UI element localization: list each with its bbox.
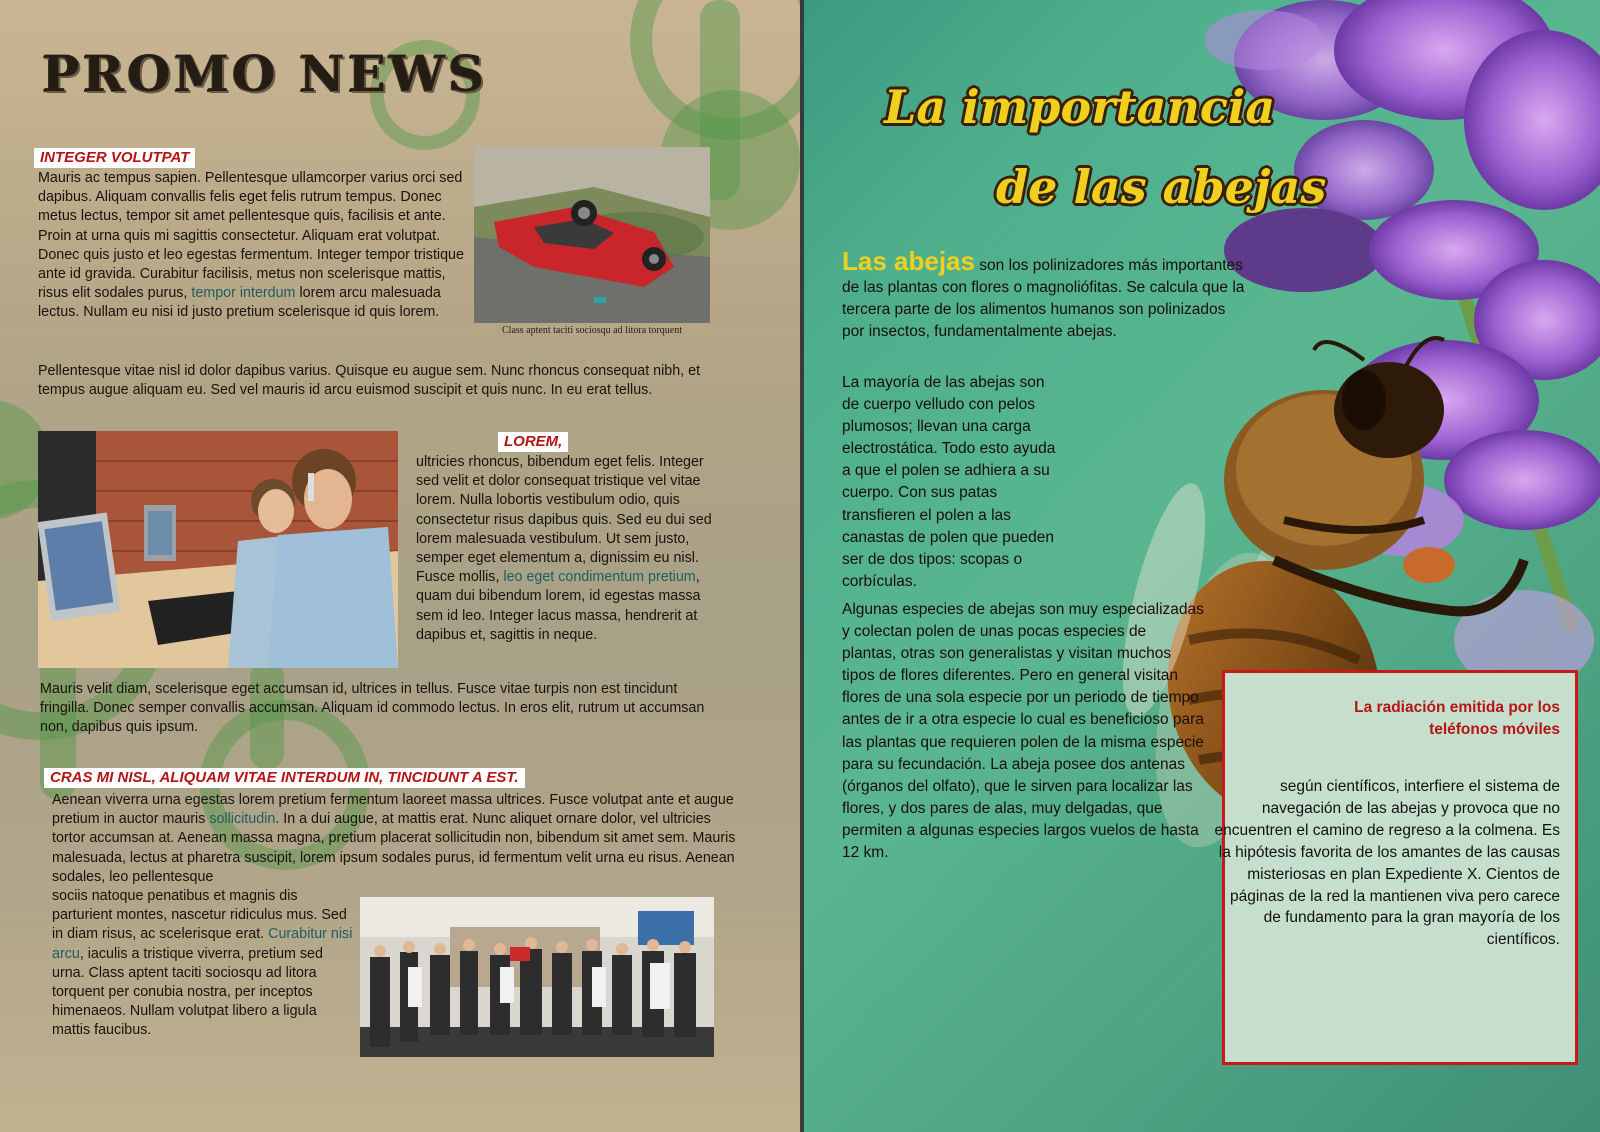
sidebar-title: La radiación emitida por los teléfonos móviles (1354, 699, 1560, 738)
section1-paragraph-2: Pellentesque vitae nisl id dolor dapibus varius. Quisque eu augue sem. Nunc rhoncus consequat nibh, et tempus augue aliquam eu. Sed vel mauris id arcu euismod suscipit et quis nunc. In eu erat tellus. (38, 363, 701, 399)
section2-link[interactable]: leo eget condimentum pretium (503, 569, 696, 586)
section3-link-1[interactable]: sollicitudin (209, 811, 276, 828)
group-photo (360, 897, 714, 1057)
article-title-line-1: La importancia (884, 80, 1276, 134)
section1-paragraph-1: Mauris ac tempus sapien. Pellentesque ullamcorper varius orci sed dapibus. Aliquam convallis felis eget felis rutrum tempus. Donec metus lectus, tempor sit amet pellentesque quis, facilisis et ante. Proin at urna quis mi sagittis consectetur. Aliquam erat volutpat. Donec quis justo et leo egestas fermentum. Integer tempor tristique ante id gravida. Curabitur facilisis, metus non scelerisque mattis, risus elit sodales purus, tempor interdum lorem arcu malesuada lectus. Nullam eu nisi id justo pretium scelerisque id quis lorem. (38, 170, 464, 321)
section2-text (416, 453, 718, 645)
car-accident-image (474, 147, 710, 323)
section3-paragraph-1: Aenean viverra urna egestas lorem pretium fermentum laoreet massa ultrices. Fusce volutpat ante et augue pretium in auctor mauris sollicitudin. In a dui augue, at mattis erat. Nunc aliquet ornare dolor, vel ultricies tortor accumsan at. Aenean massa magna, pretium placerat sollicitudin non, bibendum sit amet sem. Mauris malesuada, lectus at pharetra suscipit, lorem ipsum sodales purus, id fermentum velit urna eu risus. Aenean sodales, leo pellentesque (52, 792, 736, 885)
section3-paragraph-2: sociis natoque penatibus et magnis dis parturient montes, nascetur ridiculus mus. Sed in diam risus, ac scelerisque erat. Curabitur nisi arcu, iaculis a tristique viverra, pretium sed urna. Class aptent taciti sociosqu ad litora torquent per conubia nostra, per inceptos himenaeos. Nullam volutpat libero a ligula mattis faucibus. (52, 888, 353, 1039)
section1-link[interactable]: tempor interdum (191, 285, 296, 302)
article-paragraph-3: Algunas especies de abejas son muy especializadas y colectan polen de unas pocas especies de plantas, otras son generalistas y visitan muchos tipos de flores diferentes. Pero en general visitan flores de una sola especie por un periodo de tiempo antes de ir a otra especie lo cual es beneficioso para las plantas que requieren polen de la misma especie para su fecundación. La abeja posee dos antenas (órganos del olfato), que le sirven para localizar las flores, y dos pares de alas, muy delgadas, que permiten a algunas especies largos vuelos de hasta 12 km. (842, 601, 1204, 862)
section2-paragraph-2: Mauris velit diam, scelerisque eget accumsan id, ultrices in tellus. Fusce vitae turpis non est tincidunt fringilla. Donec semper convallis accumsan. Aliquam id commodo lectus. In eros elit, rutrum ut accumsan non, dapibus quis ipsum. (40, 681, 705, 736)
article-intro-text: son los polinizadores más importantes de las plantas con flores o magnoliófitas. Se calcula que la tercera parte de los alimentos humanos son polinizados por insectos, fundamentalmente abejas. (842, 257, 1245, 341)
article-intro (842, 246, 1252, 343)
magazine-title: PROMO NEWS (42, 44, 488, 103)
section2-paragraph-1: ultricies rhoncus, bibendum eget felis. Integer sed velit et dolor consequat tristique vel vitae lorem. Nulla lobortis vestibulum odio, quis consectetur risus dapibus quis. Sed eu dui sed lorem malesuada vestibulum. Ut sem justo, semper eget elementum a, dignissim eu nisl. Fusce mollis, leo eget condimentum pretium, quam dui bibendum lorem, id egestas massa sem id leo. Integer lacus massa, hendrerit at dapibus et, sagittis in neque. (416, 454, 712, 643)
article-paragraph-2: La mayoría de las abejas son de cuerpo velludo con pelos plumosos; llevan una carga electrostática. Todo esto ayuda a que el polen se adhiera a su cuerpo. Con sus patas transfieren el polen a las canastas de polen que pueden ser de dos tipos: scopas o corbículas. (842, 374, 1056, 590)
section1-heading: INTEGER VOLUTPAT (34, 148, 195, 168)
section3-link-2[interactable]: Curabitur nisi arcu (52, 926, 353, 962)
car-photo-caption: Class aptent taciti sociosqu ad litora torquent (502, 325, 682, 336)
group-image (360, 897, 714, 1057)
section3-heading: CRAS MI NISL, ALIQUAM VITAE INTERDUM IN, TINCIDUNT A EST. (44, 768, 525, 788)
right-page (804, 0, 1600, 1132)
section2-heading: LOREM, (498, 432, 568, 452)
call-center-photo (38, 431, 398, 668)
section1-text (38, 169, 475, 323)
sidebar-text: según científicos, interfiere el sistema de navegación de las abejas y provoca que no encuentren el camino de regreso a la colmena. Es la hipótesis favorita de los amantes de las causas misteriosas en plan Expediente X. Cientos de páginas de la red la mantienen viva pero carece de fundamento para la gran mayoría de los científicos. (1214, 778, 1560, 949)
article-title-line-2: de las abejas (996, 160, 1327, 214)
call-center-image (38, 431, 398, 668)
article-lead: Las abejas (842, 246, 975, 276)
car-accident-photo (474, 147, 710, 323)
